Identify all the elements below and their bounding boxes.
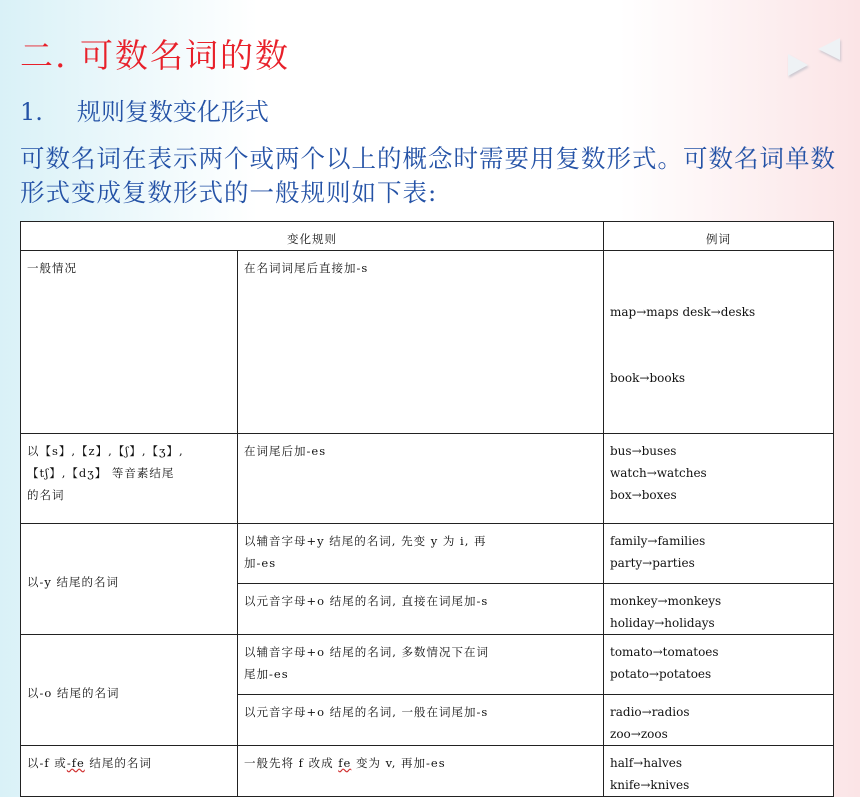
rule-text-post: 变为 v, 再加-es — [351, 756, 446, 770]
table-row — [21, 746, 834, 797]
rule-line: 以辅音字母+o 结尾的名词, 多数情况下在词 — [244, 645, 490, 659]
table-row — [21, 635, 834, 695]
subtitle-text: 规则复数变化形式 — [76, 98, 269, 126]
example-line: zoo→zoos — [610, 727, 668, 741]
subtitle-number: 1. — [20, 98, 43, 126]
header-example: 例词 — [604, 222, 834, 251]
decorative-triangle-right — [788, 54, 808, 76]
category-text-wavy: -fe — [66, 756, 85, 770]
table-row — [21, 251, 834, 434]
section-subtitle — [20, 92, 269, 127]
example-line: family→families — [610, 534, 706, 548]
rule-line: 尾加-es — [244, 667, 289, 681]
example-line: holiday→holidays — [610, 616, 715, 630]
decorative-triangle-left — [818, 38, 840, 60]
rule-cell: 以元音字母+o 结尾的名词, 一般在词尾加-s — [238, 695, 604, 746]
example-line: party→parties — [610, 556, 695, 570]
rule-text-pre: 一般先将 f 改成 — [244, 756, 339, 770]
example-line: half→halves — [610, 756, 682, 770]
example-cell — [604, 746, 834, 797]
category-line: 的名词 — [27, 488, 65, 502]
category-line: 以【s】,【z】,【ʃ】,【ʒ】, — [27, 444, 184, 458]
rule-line: 加-es — [244, 556, 277, 570]
intro-paragraph: 可数名词在表示两个或两个以上的概念时需要用复数形式。可数名词单数形式变成复数形式的一般规则如下表: — [20, 144, 836, 207]
example-line: watch→watches — [610, 466, 707, 480]
example-line: monkey→monkeys — [610, 594, 722, 608]
example-line: box→boxes — [610, 488, 677, 502]
category-text-post: 结尾的名词 — [84, 756, 152, 770]
example-cell — [604, 434, 834, 524]
table-row — [21, 524, 834, 584]
category-cell: 以-o 结尾的名词 — [21, 635, 238, 746]
category-cell: 以-y 结尾的名词 — [21, 524, 238, 635]
example-line: map→maps desk→desks — [610, 305, 756, 319]
rule-cell — [238, 524, 604, 584]
example-line: radio→radios — [610, 705, 690, 719]
example-line: bus→buses — [610, 444, 677, 458]
rule-line: 以辅音字母+y 结尾的名词, 先变 y 为 i, 再 — [244, 534, 487, 548]
example-line: tomato→tomatoes — [610, 645, 719, 659]
rule-cell: 在词尾后加-es — [238, 434, 604, 524]
example-cell — [604, 524, 834, 584]
example-cell — [604, 695, 834, 746]
example-line: potato→potatoes — [610, 667, 712, 681]
example-cell — [604, 635, 834, 695]
example-line: book→books — [610, 371, 686, 385]
category-text-pre: 以-f 或 — [27, 756, 67, 770]
page-title: 二. 可数名词的数 — [20, 36, 290, 75]
category-cell — [21, 746, 238, 797]
table-row — [21, 434, 834, 524]
header-rule: 变化规则 — [21, 222, 604, 251]
category-cell — [21, 434, 238, 524]
rule-cell: 在名词词尾后直接加-s — [238, 251, 604, 434]
rule-cell: 以元音字母+o 结尾的名词, 直接在词尾加-s — [238, 584, 604, 635]
rule-cell — [238, 635, 604, 695]
table-header-row — [21, 222, 834, 251]
category-line: 【tʃ】,【dʒ】 等音素结尾 — [27, 466, 175, 480]
rule-text-wavy: fe — [338, 756, 352, 770]
rule-cell — [238, 746, 604, 797]
category-cell: 一般情况 — [21, 251, 238, 434]
plural-rules-table — [20, 221, 834, 797]
example-cell — [604, 584, 834, 635]
example-cell — [604, 251, 834, 434]
example-line: knife→knives — [610, 778, 690, 792]
